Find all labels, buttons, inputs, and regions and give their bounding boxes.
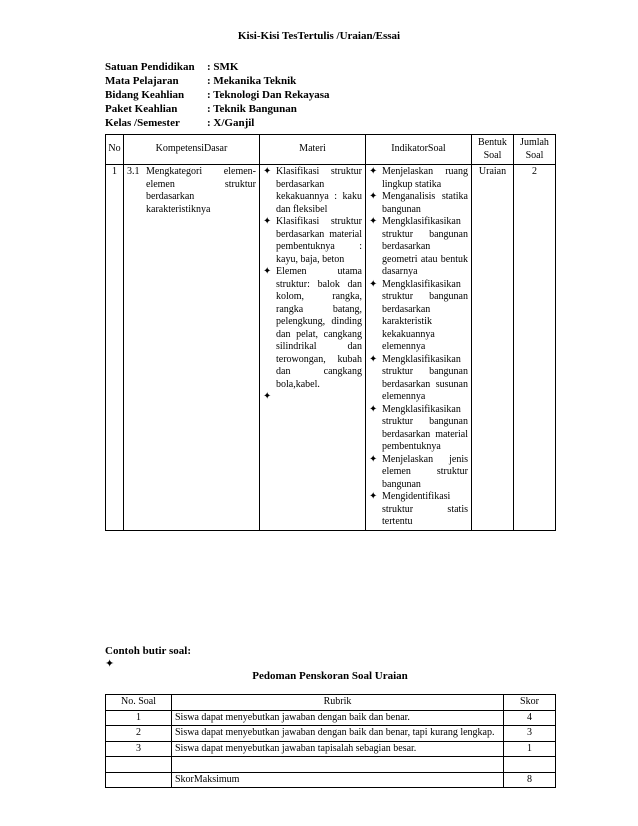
indikator-item: ✦ Menganalisis statika bangunan xyxy=(369,191,468,215)
row-kompetensi-dasar xyxy=(124,165,260,531)
rubrik-no: 1 xyxy=(106,710,172,726)
rubrik-skor: 4 xyxy=(504,710,556,726)
rubrik-text: Siswa dapat menyebutkan jawaban tapisalah sebagian besar. xyxy=(172,741,504,757)
row-jumlah-soal: 2 xyxy=(514,165,556,531)
meta-label: Kelas /Semester xyxy=(105,117,180,129)
meta-value: : Teknik Bangunan xyxy=(207,103,297,115)
arrow-bullet-icon: ✦ xyxy=(369,403,378,415)
arrow-bullet-icon: ✦ xyxy=(105,658,115,670)
rubrik-row xyxy=(106,726,556,742)
header-kompetensi-dasar: KompetensiDasar xyxy=(124,135,260,165)
arrow-bullet-icon: ✦ xyxy=(369,453,378,465)
rubrik-total-row xyxy=(106,772,556,788)
rubrik-row xyxy=(106,710,556,726)
materi-item xyxy=(263,391,362,404)
materi-item: ✦ Klasifikasi struktur berdasarkan kekakuannya : kaku dan fleksibel xyxy=(263,166,362,215)
rubrik-empty-row xyxy=(106,757,556,773)
rubrik-skor: 1 xyxy=(504,741,556,757)
header-indikator-soal: IndikatorSoal xyxy=(366,135,472,165)
header-jumlah-soal: Jumlah Soal xyxy=(514,135,556,165)
indikator-item: ✦ Mengklasifikasikan struktur bangunan berdasarkan material pembentuknya xyxy=(369,403,468,452)
arrow-bullet-icon: ✦ xyxy=(263,216,272,227)
rubrik-header-row xyxy=(106,695,556,711)
header-no-soal: No. Soal xyxy=(106,695,172,711)
arrow-bullet-icon: ✦ xyxy=(263,166,272,177)
arrow-bullet-icon: ✦ xyxy=(369,353,378,365)
kisi-table xyxy=(105,134,556,531)
materi-item: ✦ Klasifikasi struktur berdasarkan material pembentuknya : kayu, baja, beton xyxy=(263,216,362,265)
arrow-bullet-icon: ✦ xyxy=(369,491,378,502)
rubrik-no: 3 xyxy=(106,741,172,757)
meta-label: Satuan Pendidikan xyxy=(105,61,195,73)
row-bentuk-soal: Uraian xyxy=(472,165,514,531)
meta-label: Bidang Keahlian xyxy=(105,89,185,101)
rubrik-text: Siswa dapat menyebutkan jawaban dengan baik dan benar. xyxy=(172,710,504,726)
row-materi xyxy=(260,165,366,531)
meta-value: : Mekanika Teknik xyxy=(207,75,297,87)
rubrik-text: Siswa dapat menyebutkan jawaban dengan baik dan benar, tapi kurang lengkap. xyxy=(172,726,504,742)
contoh-butir-soal-label: Contoh butir soal: xyxy=(105,645,191,657)
meta-value: : SMK xyxy=(207,61,239,73)
meta-value: : Teknologi Dan Rekayasa xyxy=(207,89,330,101)
indikator-item: ✦ Mengidentifikasi struktur statis tertentu xyxy=(369,491,468,527)
skor-maksimum-label: SkorMaksimum xyxy=(172,772,504,788)
kd-number: 3.1 xyxy=(127,166,140,177)
row-indikator-soal xyxy=(366,165,472,531)
rubrik-no: 2 xyxy=(106,726,172,742)
rubrik-skor: 3 xyxy=(504,726,556,742)
arrow-bullet-icon: ✦ xyxy=(263,391,272,402)
rubrik-table xyxy=(105,694,556,788)
indikator-item: ✦ Menjelaskan jenis elemen struktur bangunan xyxy=(369,453,468,490)
meta-info xyxy=(105,60,330,130)
meta-label: Paket Keahlian xyxy=(105,103,178,115)
header-bentuk-soal: Bentuk Soal xyxy=(472,135,514,165)
rubrik-row xyxy=(106,741,556,757)
indikator-item: ✦ Mengklasifikasikan struktur bangunan berdasarkan karakteristik kekakuannya elemennya xyxy=(369,278,468,352)
arrow-bullet-icon: ✦ xyxy=(369,191,378,202)
header-skor: Skor xyxy=(504,695,556,711)
meta-value: : X/Ganjil xyxy=(207,117,255,129)
arrow-bullet-icon: ✦ xyxy=(263,266,272,277)
meta-label: Mata Pelajaran xyxy=(105,75,179,87)
header-rubrik: Rubrik xyxy=(172,695,504,711)
indikator-item: ✦ Menjelaskan ruang lingkup statika xyxy=(369,166,468,190)
skor-maksimum-value: 8 xyxy=(504,772,556,788)
row-no: 1 xyxy=(106,165,124,531)
document-title: Kisi-Kisi TesTertulis /Uraian/Essai xyxy=(237,30,401,42)
indikator-item: ✦ Mengklasifikasikan struktur bangunan berdasarkan susunan elemennya xyxy=(369,353,468,402)
header-materi: Materi xyxy=(260,135,366,165)
kisi-header-row xyxy=(106,135,556,165)
kisi-row xyxy=(106,165,556,531)
arrow-bullet-icon: ✦ xyxy=(369,166,378,177)
materi-item: ✦ Elemen utama struktur: balok dan kolom, rangka, rangka batang, pelengkung, dinding dan pelat, cangkang silindrikal dan terowongan, kubah dan cangkang bola,kabel. xyxy=(263,266,362,390)
header-no: No xyxy=(106,135,124,165)
pedoman-title: Pedoman Penskoran Soal Uraian xyxy=(252,670,408,682)
kd-text: Mengkategori elemen-elemen struktur berdasarkan karakteristiknya xyxy=(146,166,256,215)
arrow-bullet-icon: ✦ xyxy=(369,216,378,227)
indikator-item: ✦ Mengklasifikasikan struktur bangunan berdasarkan geometri atau bentuk dasarnya xyxy=(369,216,468,277)
arrow-bullet-icon: ✦ xyxy=(369,278,378,290)
